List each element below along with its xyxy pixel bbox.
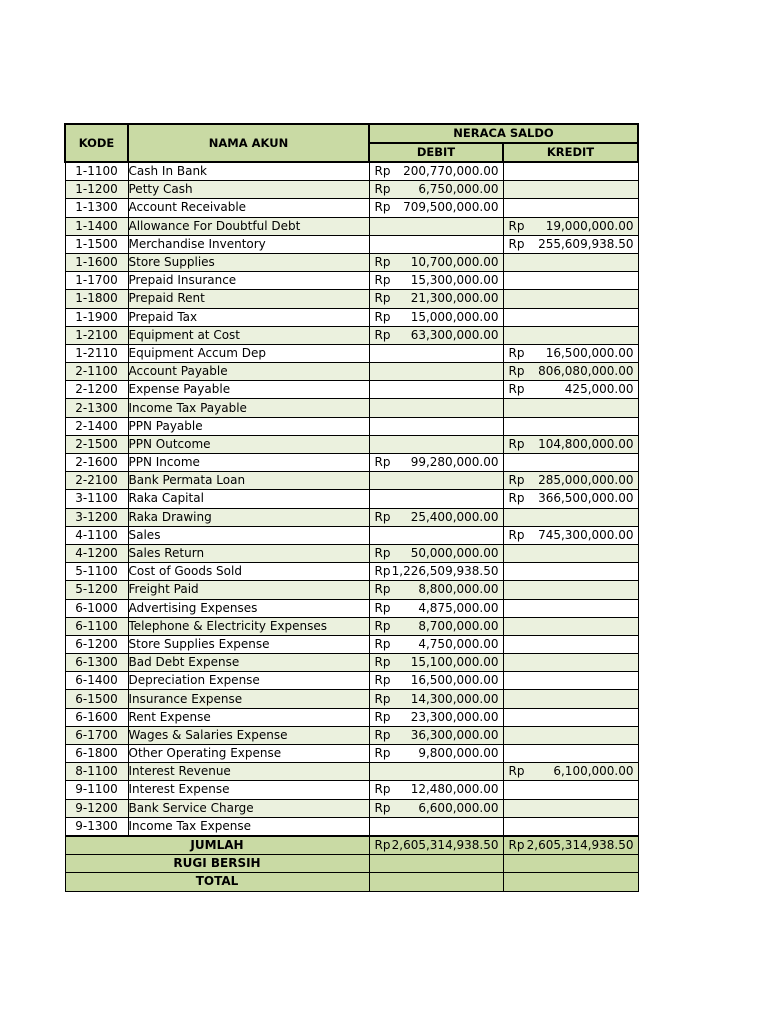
account-name: Account Receivable (128, 199, 369, 217)
currency-label: Rp (374, 782, 391, 797)
debit-amount (369, 162, 503, 181)
table-row (65, 508, 638, 526)
table-row (65, 690, 638, 708)
table-row (65, 781, 638, 799)
debit-amount-value: 21,300,000.00 (410, 291, 499, 306)
currency-label: Rp (374, 618, 391, 633)
account-name: Prepaid Insurance (128, 272, 369, 290)
kredit-amount (503, 199, 638, 217)
account-name: Bank Service Charge (128, 799, 369, 817)
kredit-amount (503, 581, 638, 599)
kredit-amount (503, 508, 638, 526)
kredit-amount (503, 544, 638, 562)
currency-label: Rp (374, 455, 391, 470)
debit-amount-value: 15,000,000.00 (410, 309, 499, 324)
account-code: 2-1600 (65, 454, 128, 472)
kredit-amount (503, 435, 638, 453)
debit-amount-value: 36,300,000.00 (410, 727, 499, 742)
account-name: Cash In Bank (128, 162, 369, 181)
rugi-bersih-kredit (503, 855, 638, 873)
debit-amount-value: 1,226,509,938.50 (391, 564, 499, 579)
table-row (65, 799, 638, 817)
account-code: 6-1400 (65, 672, 128, 690)
currency-label: Rp (508, 436, 525, 451)
debit-amount (369, 617, 503, 635)
jumlah-debit-value: 2,605,314,938.50 (391, 838, 499, 853)
table-row (65, 672, 638, 690)
account-name: PPN Outcome (128, 435, 369, 453)
account-code: 6-1500 (65, 690, 128, 708)
debit-amount-value: 4,750,000.00 (418, 636, 499, 651)
currency-label: Rp (374, 182, 391, 197)
currency-label: Rp (374, 200, 391, 215)
account-code: 3-1200 (65, 508, 128, 526)
account-code: 1-1300 (65, 199, 128, 217)
currency-label: Rp (374, 255, 391, 270)
account-code: 6-1200 (65, 635, 128, 653)
header-kredit: KREDIT (503, 143, 638, 162)
header-debit: DEBIT (369, 143, 503, 162)
account-name: Income Tax Expense (128, 817, 369, 836)
debit-amount (369, 726, 503, 744)
table-row (65, 726, 638, 744)
currency-label: Rp (374, 655, 391, 670)
debit-amount (369, 654, 503, 672)
debit-amount-value: 25,400,000.00 (410, 509, 499, 524)
debit-amount (369, 635, 503, 653)
debit-amount (369, 544, 503, 562)
header-nama-akun: NAMA AKUN (128, 124, 369, 162)
kredit-amount (503, 454, 638, 472)
account-name: Rent Expense (128, 708, 369, 726)
currency-label: Rp (374, 327, 391, 342)
account-name: Depreciation Expense (128, 672, 369, 690)
kredit-amount (503, 308, 638, 326)
debit-amount-value: 6,600,000.00 (418, 800, 499, 815)
account-code: 5-1200 (65, 581, 128, 599)
table-row (65, 563, 638, 581)
account-name: Interest Revenue (128, 763, 369, 781)
kredit-amount (503, 708, 638, 726)
debit-amount-value: 15,100,000.00 (410, 655, 499, 670)
debit-amount-value: 4,875,000.00 (418, 600, 499, 615)
kredit-amount (503, 253, 638, 271)
table-row (65, 344, 638, 362)
kredit-amount (503, 363, 638, 381)
kredit-amount (503, 599, 638, 617)
debit-amount (369, 272, 503, 290)
account-name: Insurance Expense (128, 690, 369, 708)
debit-amount-value: 23,300,000.00 (410, 709, 499, 724)
account-code: 1-2100 (65, 326, 128, 344)
account-name: PPN Income (128, 454, 369, 472)
debit-amount (369, 763, 503, 781)
currency-label: Rp (508, 491, 525, 506)
debit-amount (369, 326, 503, 344)
table-row (65, 326, 638, 344)
debit-amount (369, 181, 503, 199)
debit-amount (369, 454, 503, 472)
debit-amount (369, 235, 503, 253)
currency-label: Rp (374, 673, 391, 688)
currency-label: Rp (374, 838, 391, 853)
currency-label: Rp (374, 600, 391, 615)
account-name: Income Tax Payable (128, 399, 369, 417)
table-row (65, 454, 638, 472)
account-name: Store Supplies Expense (128, 635, 369, 653)
kredit-amount (503, 563, 638, 581)
debit-amount (369, 817, 503, 836)
debit-amount-value: 8,700,000.00 (418, 618, 499, 633)
table-row (65, 490, 638, 508)
total-kredit (503, 873, 638, 891)
currency-label: Rp (374, 164, 391, 179)
kredit-amount-value: 806,080,000.00 (538, 364, 634, 379)
account-code: 9-1200 (65, 799, 128, 817)
table-row (65, 217, 638, 235)
currency-label: Rp (508, 382, 525, 397)
jumlah-kredit-value: 2,605,314,938.50 (526, 838, 634, 853)
account-code: 6-1300 (65, 654, 128, 672)
kredit-amount-value: 6,100,000.00 (553, 764, 634, 779)
table-row (65, 654, 638, 672)
account-name: Equipment Accum Dep (128, 344, 369, 362)
account-name: Other Operating Expense (128, 745, 369, 763)
currency-label: Rp (374, 564, 391, 579)
account-code: 9-1100 (65, 781, 128, 799)
debit-amount (369, 308, 503, 326)
account-code: 1-2110 (65, 344, 128, 362)
kredit-amount (503, 635, 638, 653)
account-code: 2-2100 (65, 472, 128, 490)
currency-label: Rp (374, 309, 391, 324)
debit-amount-value: 709,500,000.00 (403, 200, 499, 215)
currency-label: Rp (508, 236, 525, 251)
rugi-bersih-label: RUGI BERSIH (65, 855, 369, 873)
table-row (65, 745, 638, 763)
table-row (65, 290, 638, 308)
kredit-amount (503, 799, 638, 817)
account-name: Petty Cash (128, 181, 369, 199)
table-row (65, 235, 638, 253)
account-name: Allowance For Doubtful Debt (128, 217, 369, 235)
account-name: Cost of Goods Sold (128, 563, 369, 581)
debit-amount (369, 472, 503, 490)
account-name: Expense Payable (128, 381, 369, 399)
currency-label: Rp (374, 691, 391, 706)
currency-label: Rp (374, 746, 391, 761)
account-code: 2-1100 (65, 363, 128, 381)
jumlah-kredit (503, 836, 638, 855)
debit-amount (369, 563, 503, 581)
account-name: Bad Debt Expense (128, 654, 369, 672)
debit-amount (369, 781, 503, 799)
currency-label: Rp (374, 709, 391, 724)
debit-amount (369, 290, 503, 308)
currency-label: Rp (508, 764, 525, 779)
kredit-amount (503, 290, 638, 308)
table-row (65, 181, 638, 199)
kredit-amount-value: 104,800,000.00 (538, 436, 634, 451)
account-name: Advertising Expenses (128, 599, 369, 617)
account-name: Store Supplies (128, 253, 369, 271)
kredit-amount (503, 690, 638, 708)
kredit-amount (503, 344, 638, 362)
table-row (65, 544, 638, 562)
kredit-amount (503, 472, 638, 490)
account-code: 1-1800 (65, 290, 128, 308)
account-name: Wages & Salaries Expense (128, 726, 369, 744)
currency-label: Rp (374, 727, 391, 742)
debit-amount-value: 63,300,000.00 (410, 327, 499, 342)
kredit-amount (503, 235, 638, 253)
trial-balance-table (64, 123, 639, 892)
kredit-amount (503, 781, 638, 799)
debit-amount (369, 344, 503, 362)
debit-amount-value: 10,700,000.00 (410, 255, 499, 270)
kredit-amount (503, 617, 638, 635)
account-code: 6-1000 (65, 599, 128, 617)
table-row (65, 599, 638, 617)
account-code: 1-1900 (65, 308, 128, 326)
debit-amount (369, 672, 503, 690)
debit-amount (369, 417, 503, 435)
debit-amount (369, 581, 503, 599)
account-code: 6-1100 (65, 617, 128, 635)
account-code: 4-1100 (65, 526, 128, 544)
account-name: Sales Return (128, 544, 369, 562)
account-name: Telephone & Electricity Expenses (128, 617, 369, 635)
account-name: Raka Drawing (128, 508, 369, 526)
jumlah-label: JUMLAH (65, 836, 369, 855)
currency-label: Rp (374, 582, 391, 597)
debit-amount-value: 14,300,000.00 (410, 691, 499, 706)
table-row (65, 635, 638, 653)
kredit-amount (503, 672, 638, 690)
debit-amount (369, 690, 503, 708)
currency-label: Rp (374, 291, 391, 306)
account-name: Raka Capital (128, 490, 369, 508)
account-name: Prepaid Rent (128, 290, 369, 308)
currency-label: Rp (508, 527, 525, 542)
kredit-amount (503, 817, 638, 836)
currency-label: Rp (508, 838, 525, 853)
account-code: 2-1200 (65, 381, 128, 399)
table-row (65, 381, 638, 399)
account-rows (65, 162, 638, 836)
account-code: 2-1500 (65, 435, 128, 453)
account-name: Account Payable (128, 363, 369, 381)
debit-amount (369, 399, 503, 417)
kredit-amount (503, 745, 638, 763)
debit-amount (369, 217, 503, 235)
account-name: Prepaid Tax (128, 308, 369, 326)
kredit-amount (503, 654, 638, 672)
currency-label: Rp (374, 509, 391, 524)
table-row (65, 272, 638, 290)
kredit-amount (503, 526, 638, 544)
account-code: 1-1100 (65, 162, 128, 181)
table-row (65, 162, 638, 181)
account-code: 5-1100 (65, 563, 128, 581)
debit-amount (369, 199, 503, 217)
debit-amount-value: 12,480,000.00 (410, 782, 499, 797)
account-code: 2-1300 (65, 399, 128, 417)
table-row (65, 617, 638, 635)
kredit-amount-value: 285,000,000.00 (538, 473, 634, 488)
table-row (65, 581, 638, 599)
currency-label: Rp (374, 273, 391, 288)
total-label: TOTAL (65, 873, 369, 891)
table-row (65, 817, 638, 836)
debit-amount (369, 745, 503, 763)
account-code: 6-1800 (65, 745, 128, 763)
debit-amount (369, 799, 503, 817)
debit-amount (369, 708, 503, 726)
debit-amount (369, 599, 503, 617)
kredit-amount-value: 425,000.00 (564, 382, 634, 397)
table-row (65, 526, 638, 544)
account-code: 3-1100 (65, 490, 128, 508)
debit-amount (369, 508, 503, 526)
debit-amount-value: 99,280,000.00 (410, 455, 499, 470)
kredit-amount (503, 726, 638, 744)
account-name: Interest Expense (128, 781, 369, 799)
debit-amount (369, 381, 503, 399)
header-neraca-saldo: NERACA SALDO (369, 124, 638, 143)
kredit-amount (503, 162, 638, 181)
account-code: 8-1100 (65, 763, 128, 781)
currency-label: Rp (374, 546, 391, 561)
currency-label: Rp (374, 800, 391, 815)
account-code: 9-1300 (65, 817, 128, 836)
account-name: Merchandise Inventory (128, 235, 369, 253)
currency-label: Rp (508, 364, 525, 379)
account-code: 6-1700 (65, 726, 128, 744)
kredit-amount (503, 490, 638, 508)
account-code: 1-1500 (65, 235, 128, 253)
currency-label: Rp (508, 345, 525, 360)
debit-amount (369, 435, 503, 453)
kredit-amount (503, 326, 638, 344)
kredit-amount-value: 16,500,000.00 (545, 345, 634, 360)
account-code: 2-1400 (65, 417, 128, 435)
account-code: 1-1200 (65, 181, 128, 199)
currency-label: Rp (508, 473, 525, 488)
debit-amount-value: 16,500,000.00 (410, 673, 499, 688)
header-kode: KODE (65, 124, 128, 162)
kredit-amount-value: 255,609,938.50 (538, 236, 634, 251)
table-row (65, 708, 638, 726)
account-code: 1-1600 (65, 253, 128, 271)
table-row (65, 399, 638, 417)
debit-amount-value: 8,800,000.00 (418, 582, 499, 597)
debit-amount-value: 200,770,000.00 (403, 164, 499, 179)
kredit-amount (503, 399, 638, 417)
kredit-amount (503, 272, 638, 290)
table-row (65, 308, 638, 326)
kredit-amount (503, 217, 638, 235)
account-code: 4-1200 (65, 544, 128, 562)
currency-label: Rp (374, 636, 391, 651)
table-row (65, 199, 638, 217)
account-name: Freight Paid (128, 581, 369, 599)
debit-amount-value: 9,800,000.00 (418, 746, 499, 761)
table-row (65, 763, 638, 781)
kredit-amount-value: 19,000,000.00 (545, 218, 634, 233)
table-row (65, 363, 638, 381)
kredit-amount-value: 745,300,000.00 (538, 527, 634, 542)
currency-label: Rp (508, 218, 525, 233)
jumlah-debit (369, 836, 503, 855)
kredit-amount (503, 381, 638, 399)
account-code: 6-1600 (65, 708, 128, 726)
kredit-amount (503, 763, 638, 781)
kredit-amount (503, 181, 638, 199)
debit-amount (369, 363, 503, 381)
debit-amount (369, 526, 503, 544)
debit-amount-value: 50,000,000.00 (410, 546, 499, 561)
account-name: Equipment at Cost (128, 326, 369, 344)
account-name: Bank Permata Loan (128, 472, 369, 490)
table-row (65, 417, 638, 435)
debit-amount-value: 15,300,000.00 (410, 273, 499, 288)
account-name: Sales (128, 526, 369, 544)
table-row (65, 472, 638, 490)
account-code: 1-1700 (65, 272, 128, 290)
debit-amount-value: 6,750,000.00 (418, 182, 499, 197)
total-debit (369, 873, 503, 891)
debit-amount (369, 253, 503, 271)
table-row (65, 253, 638, 271)
kredit-amount (503, 417, 638, 435)
table-row (65, 435, 638, 453)
account-code: 1-1400 (65, 217, 128, 235)
kredit-amount-value: 366,500,000.00 (538, 491, 634, 506)
debit-amount (369, 490, 503, 508)
rugi-bersih-debit (369, 855, 503, 873)
account-name: PPN Payable (128, 417, 369, 435)
